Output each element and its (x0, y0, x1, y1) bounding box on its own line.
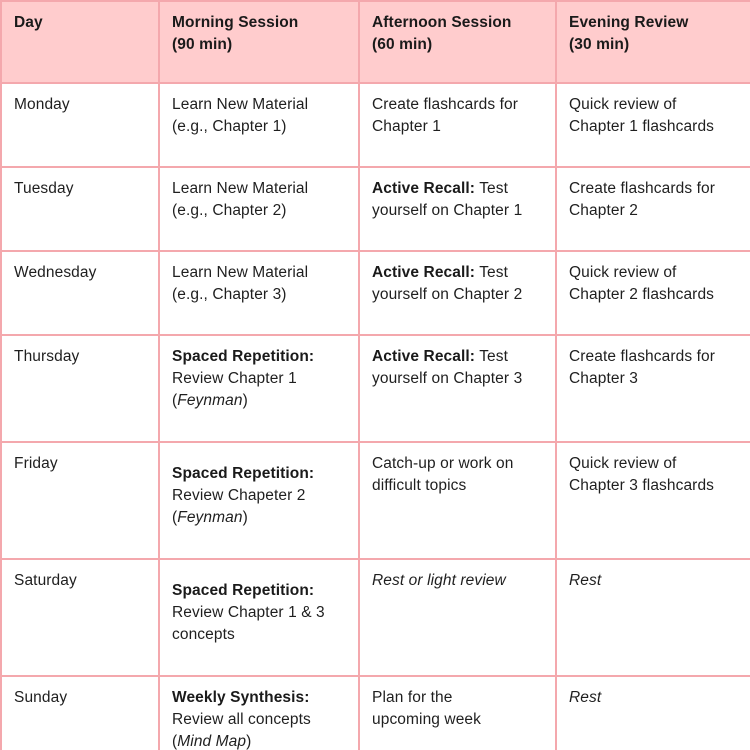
day-label: Tuesday (14, 180, 74, 197)
table-row-tuesday (1, 167, 750, 251)
header-morning-label: Morning Session (172, 14, 299, 31)
technique-label: Spaced Repetition: (172, 348, 315, 365)
morning-line-2: (e.g., Chapter 2) (172, 202, 287, 219)
morning-line-1: Learn New Material (172, 264, 309, 281)
technique-label: Active Recall: (372, 180, 476, 197)
day-cell (1, 676, 159, 750)
header-day-label: Day (14, 14, 43, 31)
day-label: Saturday (14, 572, 77, 589)
afternoon-line-2: yourself on Chapter 1 (372, 202, 523, 219)
afternoon-line-2: yourself on Chapter 2 (372, 286, 523, 303)
header-afternoon-label: Afternoon Session (372, 14, 512, 31)
afternoon-line-2: upcoming week (372, 711, 481, 728)
afternoon-line-1 (372, 262, 543, 284)
afternoon-line-1: Rest or light review (372, 572, 506, 589)
afternoon-line-1: Plan for the (372, 689, 453, 706)
evening-line-2: Chapter 1 flashcards (569, 118, 715, 135)
header-row (1, 1, 750, 83)
afternoon-cell (359, 251, 556, 335)
evening-line-2: Chapter 3 flashcards (569, 477, 715, 494)
table-row-sunday (1, 676, 750, 750)
evening-line-2: Chapter 2 (569, 202, 638, 219)
morning-line-2: (e.g., Chapter 3) (172, 286, 287, 303)
paren-close: ) (242, 392, 248, 409)
morning-cell (159, 676, 359, 750)
morning-cell (159, 251, 359, 335)
afternoon-line-2: Chapter 1 (372, 118, 441, 135)
morning-line-2: Review Chapter 1 (172, 370, 297, 387)
morning-cell (159, 559, 359, 676)
table-row-saturday (1, 559, 750, 676)
day-label: Sunday (14, 689, 68, 706)
morning-cell (159, 83, 359, 167)
morning-line-1: Learn New Material (172, 96, 309, 113)
afternoon-line-2: difficult topics (372, 477, 467, 494)
technique-label: Active Recall: (372, 264, 476, 281)
morning-line-2: (e.g., Chapter 1) (172, 118, 287, 135)
afternoon-cell (359, 676, 556, 750)
table-row-monday (1, 83, 750, 167)
evening-line-2: Chapter 2 flashcards (569, 286, 715, 303)
paren-open: ( (172, 509, 178, 526)
evening-cell (556, 83, 750, 167)
day-cell (1, 251, 159, 335)
technique-label: Spaced Repetition: (172, 465, 315, 482)
afternoon-cell (359, 335, 556, 442)
day-label: Thursday (14, 348, 80, 365)
paren-close: ) (246, 733, 252, 750)
technique-label: Spaced Repetition: (172, 582, 315, 599)
header-morning-duration: (90 min) (172, 36, 233, 53)
method-label: Feynman (177, 509, 243, 526)
paren-open: ( (172, 392, 178, 409)
header-day (1, 1, 159, 83)
evening-line-1: Quick review of (569, 96, 677, 113)
evening-line-1: Quick review of (569, 264, 677, 281)
afternoon-cell (359, 559, 556, 676)
morning-cell (159, 442, 359, 559)
morning-line-3: concepts (172, 626, 235, 643)
evening-line-1: Quick review of (569, 455, 677, 472)
evening-line-1: Create flashcards for (569, 348, 715, 365)
evening-line-1: Rest (569, 689, 602, 706)
header-evening-label: Evening Review (569, 14, 689, 31)
day-cell (1, 559, 159, 676)
day-cell (1, 83, 159, 167)
afternoon-line-1-rest: Test (475, 180, 509, 197)
day-cell (1, 335, 159, 442)
evening-cell (556, 559, 750, 676)
day-cell (1, 442, 159, 559)
paren-close: ) (242, 509, 248, 526)
morning-line-2: Review Chapeter 2 (172, 487, 306, 504)
afternoon-line-1: Create flashcards for (372, 96, 518, 113)
morning-line-3 (172, 390, 346, 412)
evening-cell (556, 335, 750, 442)
morning-line-2: Review all concepts (172, 711, 311, 728)
day-cell (1, 167, 159, 251)
technique-label: Weekly Synthesis: (172, 689, 310, 706)
evening-cell (556, 251, 750, 335)
afternoon-cell (359, 167, 556, 251)
table-row-friday (1, 442, 750, 559)
evening-line-1: Create flashcards for (569, 180, 715, 197)
table-row-thursday (1, 335, 750, 442)
afternoon-line-1: Catch-up or work on (372, 455, 514, 472)
afternoon-line-1-rest: Test (475, 348, 509, 365)
header-evening (556, 1, 750, 83)
evening-line-1: Rest (569, 572, 602, 589)
evening-line-2: Chapter 3 (569, 370, 638, 387)
paren-open: ( (172, 733, 178, 750)
method-label: Mind Map (177, 733, 247, 750)
evening-cell (556, 442, 750, 559)
method-label: Feynman (177, 392, 243, 409)
day-label: Wednesday (14, 264, 97, 281)
morning-line-3 (172, 507, 346, 529)
afternoon-cell (359, 442, 556, 559)
morning-line-2: Review Chapter 1 & 3 (172, 604, 325, 621)
header-evening-duration: (30 min) (569, 36, 630, 53)
evening-cell (556, 167, 750, 251)
day-label: Friday (14, 455, 58, 472)
day-label: Monday (14, 96, 70, 113)
afternoon-line-1-rest: Test (475, 264, 509, 281)
morning-cell (159, 167, 359, 251)
header-afternoon-duration: (60 min) (372, 36, 433, 53)
technique-label: Active Recall: (372, 348, 476, 365)
afternoon-line-1 (372, 346, 543, 368)
morning-line-3 (172, 731, 346, 750)
evening-cell (556, 676, 750, 750)
header-morning (159, 1, 359, 83)
afternoon-line-1 (372, 178, 543, 200)
table-row-wednesday (1, 251, 750, 335)
afternoon-cell (359, 83, 556, 167)
morning-line-1: Learn New Material (172, 180, 309, 197)
afternoon-line-2: yourself on Chapter 3 (372, 370, 523, 387)
header-afternoon (359, 1, 556, 83)
morning-cell (159, 335, 359, 442)
